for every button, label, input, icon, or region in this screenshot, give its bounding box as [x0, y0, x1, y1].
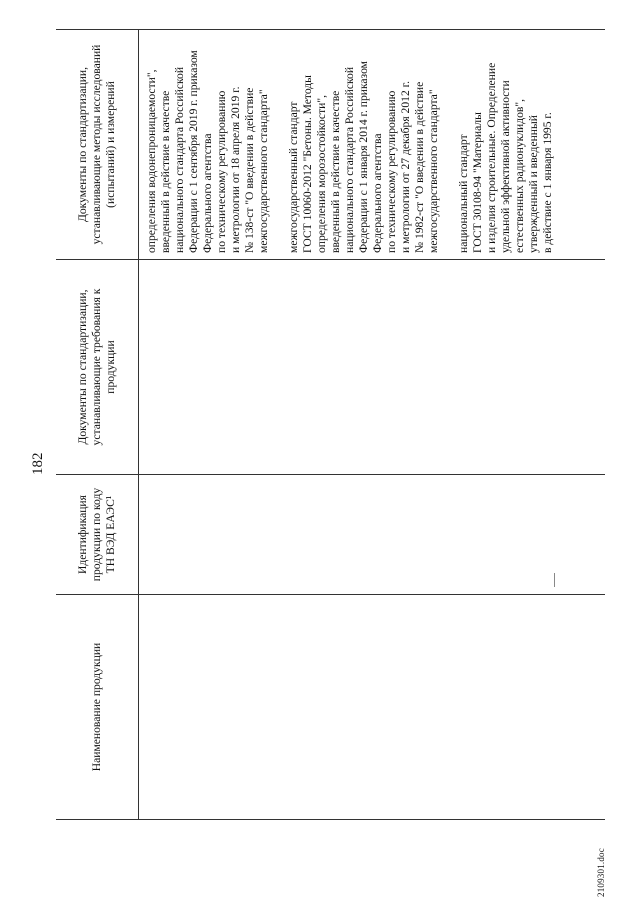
- method-entry-frost-resistance: [287, 36, 441, 253]
- entry-line: № 138-ст "О введении в действие: [243, 87, 256, 253]
- entry-line: Федерального агентства: [201, 133, 214, 253]
- header-requirement-docs: Документы по стандартизации, устанавливающие требования к продукции: [56, 260, 139, 475]
- cell-product-name: [139, 595, 606, 820]
- entry-line: введенный в действие в качестве: [159, 90, 172, 253]
- entry-line: и метрологии от 27 декабря 2012 г.: [399, 81, 412, 253]
- entry-line: удельной эффективной активности: [499, 80, 512, 253]
- table-header-row: [56, 30, 139, 820]
- entry-line: введенный в действие в качестве: [329, 90, 342, 253]
- entry-line: № 1982-ст "О введении в действие: [413, 81, 426, 253]
- entry-line: и метрологии от 18 апреля 2019 г.: [229, 86, 242, 253]
- entry-line: определения морозостойкости",: [315, 95, 328, 253]
- entry-line: Федерации с 1 января 2014 г. приказом: [357, 61, 370, 253]
- method-entry-radionuclides: [457, 36, 555, 253]
- entry-line: в действие с 1 января 1995 г.: [541, 112, 554, 253]
- header-tnved-code: Идентификация продукции по коду ТН ВЭД ЕАЭС¹: [56, 475, 139, 595]
- entry-line: по техническому регулированию: [385, 90, 398, 253]
- entry-line: межгосударственного стандарта": [257, 89, 270, 253]
- scan-mark: [554, 573, 555, 587]
- entry-line: Федерального агентства: [371, 133, 384, 253]
- entry-line: естественных радионуклидов",: [513, 98, 526, 253]
- standards-table: [56, 29, 605, 820]
- header-product-name: Наименование продукции: [56, 595, 139, 820]
- entry-line: национальный стандарт: [457, 134, 470, 253]
- entry-line: межгосударственный стандарт: [287, 101, 300, 253]
- entry-line: ГОСТ 30108-94 "Материалы: [471, 112, 484, 253]
- entry-line: национального стандарта Российской: [173, 66, 186, 253]
- cell-method-docs: [139, 30, 606, 260]
- entry-line: и изделия строительные. Определение: [485, 62, 498, 253]
- cell-requirement-docs: [139, 260, 606, 475]
- entry-line: определения водонепроницаемости",: [145, 69, 158, 253]
- entry-line: Федерации с 1 сентября 2019 г. приказом: [187, 50, 200, 253]
- document-file-code: 2109301.doc: [596, 848, 606, 897]
- table-row: [139, 30, 606, 820]
- entry-line: ГОСТ 10060-2012 "Бетоны. Методы: [301, 75, 314, 253]
- entry-line: национального стандарта Российской: [343, 66, 356, 253]
- cell-tnved-code: [139, 475, 606, 595]
- header-method-docs: Документы по стандартизации, устанавливающие методы исследований (испытаний) и измерений: [56, 30, 139, 260]
- entry-line: утвержденный и введенный: [527, 115, 540, 253]
- page-number: 182: [30, 452, 46, 475]
- method-entry-waterproof: [145, 36, 271, 253]
- entry-line: межгосударственного стандарта": [427, 89, 440, 253]
- entry-line: по техническому регулированию: [215, 90, 228, 253]
